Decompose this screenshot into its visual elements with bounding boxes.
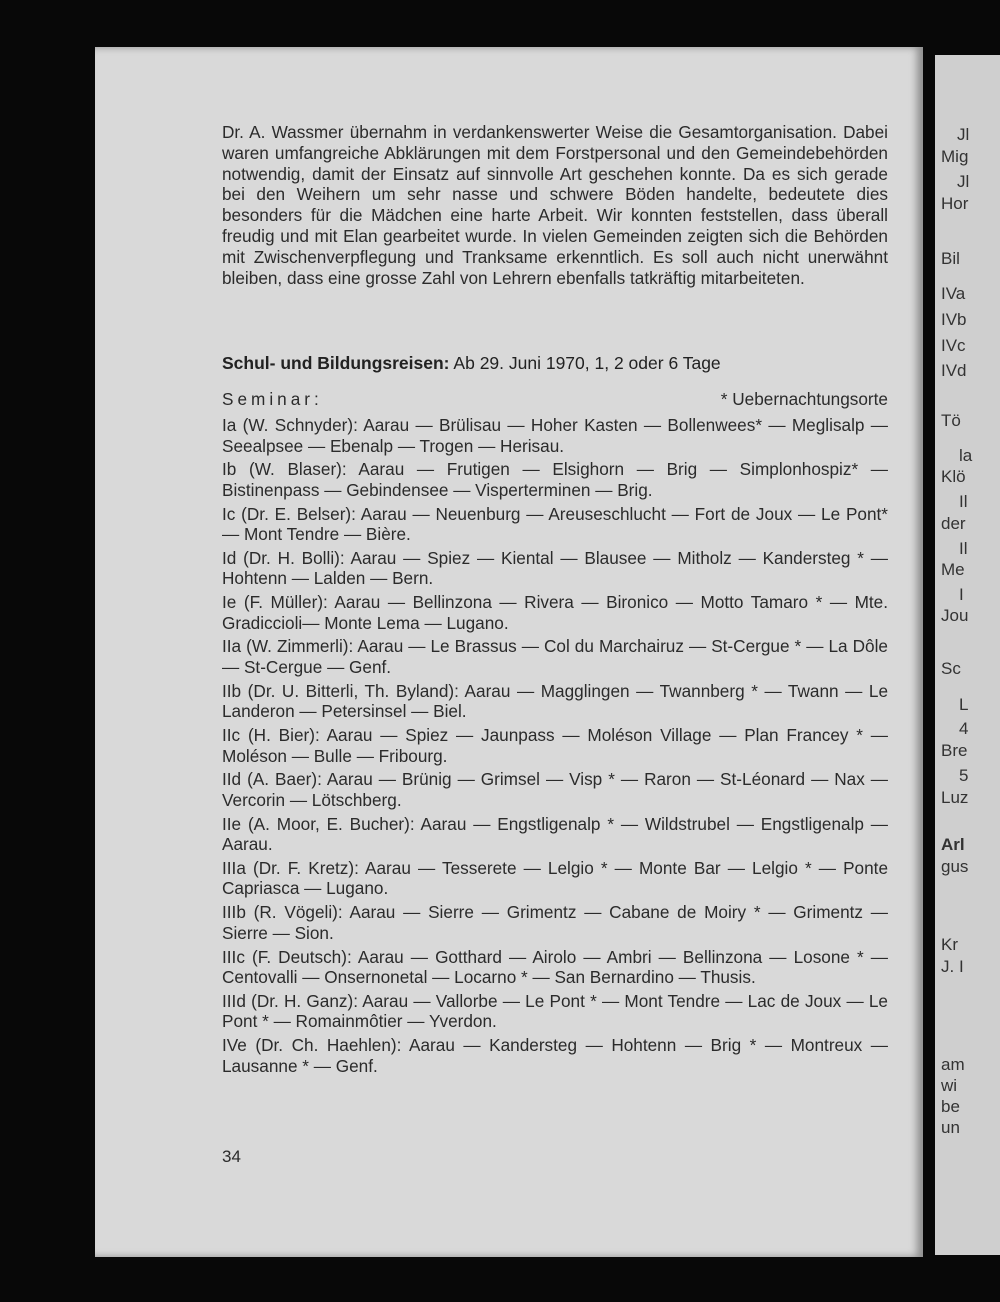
adjacent-fragment: Hor bbox=[941, 194, 969, 213]
section-heading bbox=[222, 353, 888, 374]
adjacent-fragment: Jou bbox=[941, 606, 969, 625]
trip-entry: IIIa (Dr. F. Kretz): Aarau — Tesserete — Lelgio * — Monte Bar — Lelgio * — Ponte Capriasca — Lugano. bbox=[222, 857, 888, 899]
trip-entry: IIb (Dr. U. Bitterli, Th. Byland): Aarau — Magglingen — Twannberg * — Twann — Le Landeron — Petersinsel — Biel. bbox=[222, 680, 888, 722]
intro-paragraph bbox=[222, 122, 888, 288]
adjacent-fragment: IVb bbox=[941, 310, 967, 329]
page-number: 34 bbox=[222, 1147, 241, 1166]
adjacent-fragment: Sc bbox=[941, 659, 961, 678]
adjacent-fragment: wi bbox=[941, 1076, 958, 1095]
trip-entry: Ie (F. Müller): Aarau — Bellinzona — Rivera — Bironico — Motto Tamaro * — Mte. Gradiccioli— Monte Lema — Lugano. bbox=[222, 592, 888, 633]
adjacent-fragment: Kr bbox=[941, 935, 958, 954]
trip-entry: Ib (W. Blaser): Aarau — Frutigen — Elsighorn — Brig — Simplonhospiz* — Bistinenpass — Gebindensee — Visperterminen — Brig. bbox=[222, 459, 888, 500]
trip-entry: IIId (Dr. H. Ganz): Aarau — Vallorbe — Le Pont * — Mont Tendre — Lac de Joux — Le Pont * — Romainmôtier — Yverdon. bbox=[222, 990, 888, 1032]
adjacent-fragment: Klö bbox=[941, 467, 966, 486]
adjacent-fragment: IVa bbox=[941, 284, 966, 303]
adjacent-fragment: Bre bbox=[941, 741, 968, 760]
adjacent-fragment: un bbox=[941, 1118, 960, 1137]
trip-entry: IIc (H. Bier): Aarau — Spiez — Jaunpass — Moléson Village — Plan Francey * — Moléson — Bulle — Fribourg. bbox=[222, 725, 888, 766]
trip-entry: Ic (Dr. E. Belser): Aarau — Neuenburg — Areuseschlucht — Fort de Joux — Le Pont* — Mont Tendre — Bière. bbox=[222, 503, 888, 545]
seminar-header bbox=[222, 389, 888, 410]
trip-entry: IIIb (R. Vögeli): Aarau — Sierre — Grimentz — Cabane de Moiry * — Grimentz — Sierre — Sion. bbox=[222, 902, 888, 943]
adjacent-fragment: Bil bbox=[941, 249, 960, 268]
adjacent-fragment: I bbox=[959, 585, 964, 604]
adjacent-fragment: 4 bbox=[959, 719, 969, 738]
section-subtitle: Ab 29. Juni 1970, 1, 2 oder 6 Tage bbox=[453, 353, 721, 373]
trip-entry: IIe (A. Moor, E. Bucher): Aarau — Engstligenalp * — Wildstrubel — Engstligenalp — Aarau. bbox=[222, 813, 888, 855]
adjacent-fragment: L bbox=[959, 695, 969, 714]
trip-list bbox=[222, 415, 888, 1079]
adjacent-fragment: be bbox=[941, 1097, 960, 1116]
trip-entry: Ia (W. Schnyder): Aarau — Brülisau — Hoher Kasten — Bollenwees* — Meglisalp — Seealpsee — Ebenalp — Trogen — Herisau. bbox=[222, 415, 888, 456]
trip-entry: IIIc (F. Deutsch): Aarau — Gotthard — Airolo — Ambri — Bellinzona — Losone * — Centovalli — Onsernonetal — Locarno * — San Bernardino — Thusis. bbox=[222, 946, 888, 988]
adjacent-fragment: Me bbox=[941, 560, 965, 579]
trip-entry: IIa (W. Zimmerli): Aarau — Le Brassus — Col du Marchairuz — St-Cergue * — La Dôle — St-Cergue — Genf. bbox=[222, 636, 888, 677]
trip-entry: IVe (Dr. Ch. Haehlen): Aarau — Kandersteg — Hohtenn — Brig * — Montreux — Lausanne * — Genf. bbox=[222, 1035, 888, 1076]
adjacent-fragment: Tö bbox=[941, 411, 961, 430]
adjacent-fragment: Luz bbox=[941, 788, 969, 807]
overnight-legend: * Uebernachtungsorte bbox=[720, 389, 888, 409]
seminar-label: Seminar: bbox=[222, 389, 323, 409]
trip-entry: Id (Dr. H. Bolli): Aarau — Spiez — Kiental — Blausee — Mitholz — Kandersteg * — Hohtenn — Lalden — Bern. bbox=[222, 547, 888, 589]
adjacent-fragment: Jl bbox=[957, 125, 970, 144]
adjacent-fragment: der bbox=[941, 514, 966, 533]
adjacent-fragment: Jl bbox=[957, 172, 970, 191]
adjacent-page-strip bbox=[935, 55, 1000, 1255]
adjacent-fragment: Mig bbox=[941, 147, 969, 166]
section-title: Schul- und Bildungsreisen: bbox=[222, 353, 450, 373]
adjacent-fragment: Arl bbox=[941, 835, 965, 854]
adjacent-fragment: Il bbox=[959, 539, 968, 558]
adjacent-fragment: 5 bbox=[959, 766, 969, 785]
intro-text: Dr. A. Wassmer übernahm in verdankenswerter Weise die Gesamtorganisation. Dabei waren umfangreiche Abklärungen mit dem Forstpersonal und den Gemeindebehörden notwendig, damit der Einsatz auf sinnvolle Art geschehen konnte. Da es sich gerade bei den Weihern um sehr nasse und schwere Böden handelte, bedeutete dies besonders für die Mädchen eine harte Arbeit. Wir konnten feststellen, dass überall freudig und mit Elan gearbeitet wurde. In vielen Gemeinden zeigten sich die Behörden mit Zwischenverpflegung und Tranksame erkenntlich. Es soll auch nicht unerwähnt bleiben, dass eine grosse Zahl von Lehrern ebenfalls tatkräftig mitarbeiteten. bbox=[222, 122, 888, 288]
adjacent-fragment: J. I bbox=[941, 957, 964, 976]
adjacent-fragment: am bbox=[941, 1055, 965, 1074]
adjacent-fragment: la bbox=[959, 446, 973, 465]
adjacent-fragment: gus bbox=[941, 857, 969, 876]
trip-entry: IId (A. Baer): Aarau — Brünig — Grimsel — Visp * — Raron — St-Léonard — Nax — Vercorin — Lötschberg. bbox=[222, 769, 888, 810]
adjacent-fragment: IVc bbox=[941, 336, 966, 355]
adjacent-fragment: Il bbox=[959, 492, 968, 511]
adjacent-fragment: IVd bbox=[941, 361, 967, 380]
